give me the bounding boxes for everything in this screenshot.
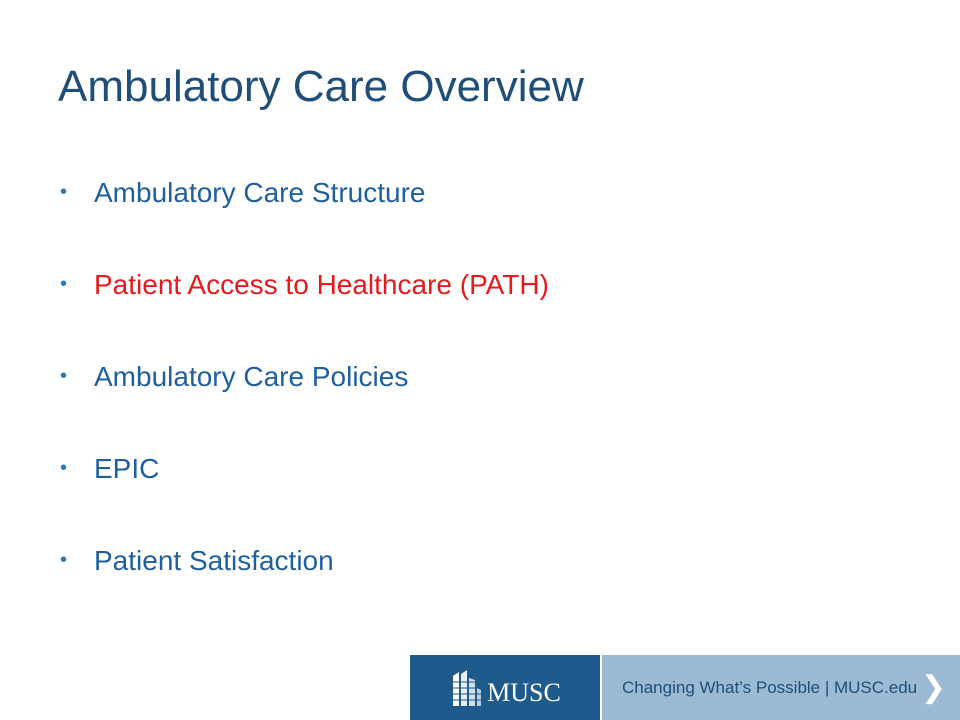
building-logo-icon — [449, 668, 483, 708]
bullet-item — [58, 168, 549, 260]
slide-title: Ambulatory Care Overview — [58, 62, 584, 111]
bullet-item — [58, 536, 549, 628]
footer-tagline-area — [602, 655, 960, 720]
bullet-item — [58, 444, 549, 536]
bullet-text: Ambulatory Care Structure — [94, 177, 426, 208]
tagline-text: Changing What’s Possible | MUSC.edu — [622, 677, 918, 697]
bullet-icon: • — [60, 365, 68, 387]
bullet-icon: • — [60, 549, 68, 571]
bullet-icon: • — [60, 181, 68, 203]
musc-logo — [410, 655, 602, 720]
bullet-list — [58, 168, 549, 628]
next-slide-chevron-icon[interactable]: ❯ — [920, 670, 946, 704]
bullet-item — [58, 352, 549, 444]
bullet-text: Patient Access to Healthcare (PATH) — [94, 269, 549, 300]
bullet-icon: • — [60, 457, 68, 479]
bullet-text: Patient Satisfaction — [94, 545, 334, 576]
bullet-icon: • — [60, 273, 68, 295]
bullet-text: EPIC — [94, 453, 160, 484]
bullet-text: Ambulatory Care Policies — [94, 361, 409, 392]
bullet-item-highlighted — [58, 260, 549, 352]
logo-text: MUSC — [487, 677, 561, 707]
footer-bar — [410, 655, 960, 720]
